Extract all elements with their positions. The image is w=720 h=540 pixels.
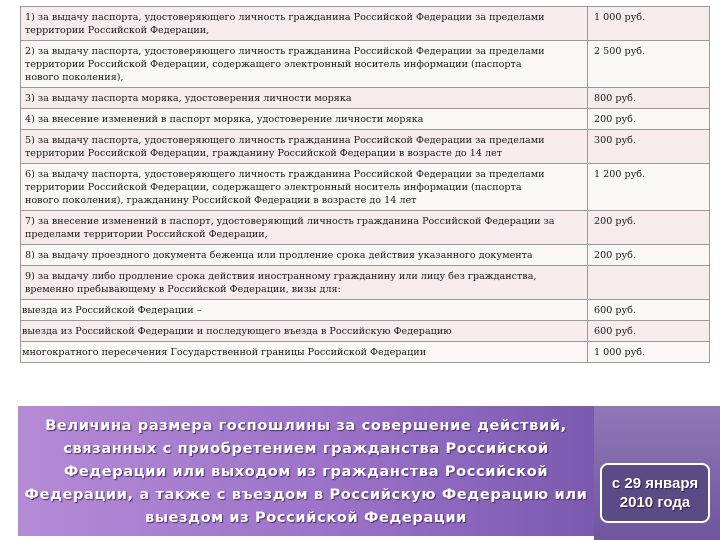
table-row xyxy=(21,266,710,300)
fee-amount: 200 руб. xyxy=(588,211,710,245)
fee-description xyxy=(21,300,588,321)
fee-amount: 2 500 руб. xyxy=(588,41,710,88)
table-row xyxy=(21,130,710,164)
description-line: 1) за выдачу паспорта, удостоверяющего личность гражданина Российской Федерации за пределами xyxy=(25,12,545,23)
description-line: 2) за выдачу паспорта, удостоверяющего личность гражданина Российской Федерации за пределами xyxy=(25,46,545,57)
description-line: территории Российской Федерации, гражданину Российской Федерации в возрасте до 14 лет xyxy=(25,148,503,159)
fee-amount: 1 000 руб. xyxy=(588,342,710,363)
fee-description xyxy=(21,342,588,363)
description-line: 3) за выдачу паспорта моряка, удостоверения личности моряка xyxy=(25,93,352,104)
banner-line: связанных с приобретением гражданства Российской xyxy=(63,439,549,457)
date-badge-line: 2010 года xyxy=(619,494,691,511)
fee-description xyxy=(21,88,588,109)
description-line: выезда из Российской Федерации – xyxy=(22,305,202,316)
banner-title xyxy=(19,414,594,529)
title-banner xyxy=(18,406,594,536)
fee-amount: 600 руб. xyxy=(588,321,710,342)
fee-amount: 1 000 руб. xyxy=(588,7,710,41)
table-row xyxy=(21,7,710,41)
description-line: 4) за внесение изменений в паспорт моряка, удостоверение личности моряка xyxy=(25,114,424,125)
table-row xyxy=(21,164,710,211)
table-row xyxy=(21,41,710,88)
description-line: 5) за выдачу паспорта, удостоверяющего личность гражданина Российской Федерации за пределами xyxy=(25,135,545,146)
table-row xyxy=(21,88,710,109)
fee-description xyxy=(21,7,588,41)
banner-line: Федерации или выходом из гражданства Российской xyxy=(63,462,549,480)
description-line: территории Российской Федерации, содержащего электронный носитель информации (паспорта xyxy=(25,59,522,70)
table-row xyxy=(21,245,710,266)
fee-description xyxy=(21,130,588,164)
fee-description xyxy=(21,164,588,211)
description-line: многократного пересечения Государственной границы Российской Федерации xyxy=(22,347,427,358)
fee-amount: 200 руб. xyxy=(588,245,710,266)
fee-amount: 600 руб. xyxy=(588,300,710,321)
fee-description xyxy=(21,245,588,266)
fee-table xyxy=(20,6,710,363)
description-line: 6) за выдачу паспорта, удостоверяющего личность гражданина Российской Федерации за пределами xyxy=(25,169,545,180)
fee-description xyxy=(21,109,588,130)
fee-amount: 800 руб. xyxy=(588,88,710,109)
banner-line: выездом из Российской Федерации xyxy=(144,508,467,526)
description-line: 9) за выдачу либо продление срока действия иностранному гражданину или лицу без гражданства, xyxy=(25,271,537,282)
fee-description xyxy=(21,211,588,245)
fee-description xyxy=(21,41,588,88)
fee-description xyxy=(21,321,588,342)
fee-amount: 300 руб. xyxy=(588,130,710,164)
table-row xyxy=(21,109,710,130)
banner-line: Федерации, а также с въездом в Российскую Федерацию или xyxy=(24,485,588,503)
table-row xyxy=(21,342,710,363)
description-line: пределами территории Российской Федерации, xyxy=(25,229,268,240)
table-row xyxy=(21,300,710,321)
description-line: временно пребывающему в Российской Федерации, визы для: xyxy=(25,284,341,295)
table-row xyxy=(21,321,710,342)
fee-amount xyxy=(588,266,710,300)
date-badge xyxy=(600,463,710,523)
table-row xyxy=(21,211,710,245)
description-line: территории Российской Федерации, xyxy=(25,25,210,36)
date-badge-line: с 29 января xyxy=(611,475,699,492)
description-line: нового поколения), гражданину Российской Федерации в возрасте до 14 лет xyxy=(25,195,417,206)
fee-description xyxy=(21,266,588,300)
banner-line: Величина размера госпошлины за совершение действий, xyxy=(45,416,567,434)
fee-amount: 1 200 руб. xyxy=(588,164,710,211)
description-line: 7) за внесение изменений в паспорт, удостоверяющий личность гражданина Российской Федерации за xyxy=(25,216,555,227)
description-line: территории Российской Федерации, содержащего электронный носитель информации (паспорта xyxy=(25,182,522,193)
description-line: нового поколения), xyxy=(25,72,124,83)
description-line: выезда из Российской Федерации и последующего въезда в Российскую Федерацию xyxy=(22,326,452,337)
description-line: 8) за выдачу проездного документа беженца или продление срока действия указанного документа xyxy=(25,250,533,261)
fee-amount: 200 руб. xyxy=(588,109,710,130)
